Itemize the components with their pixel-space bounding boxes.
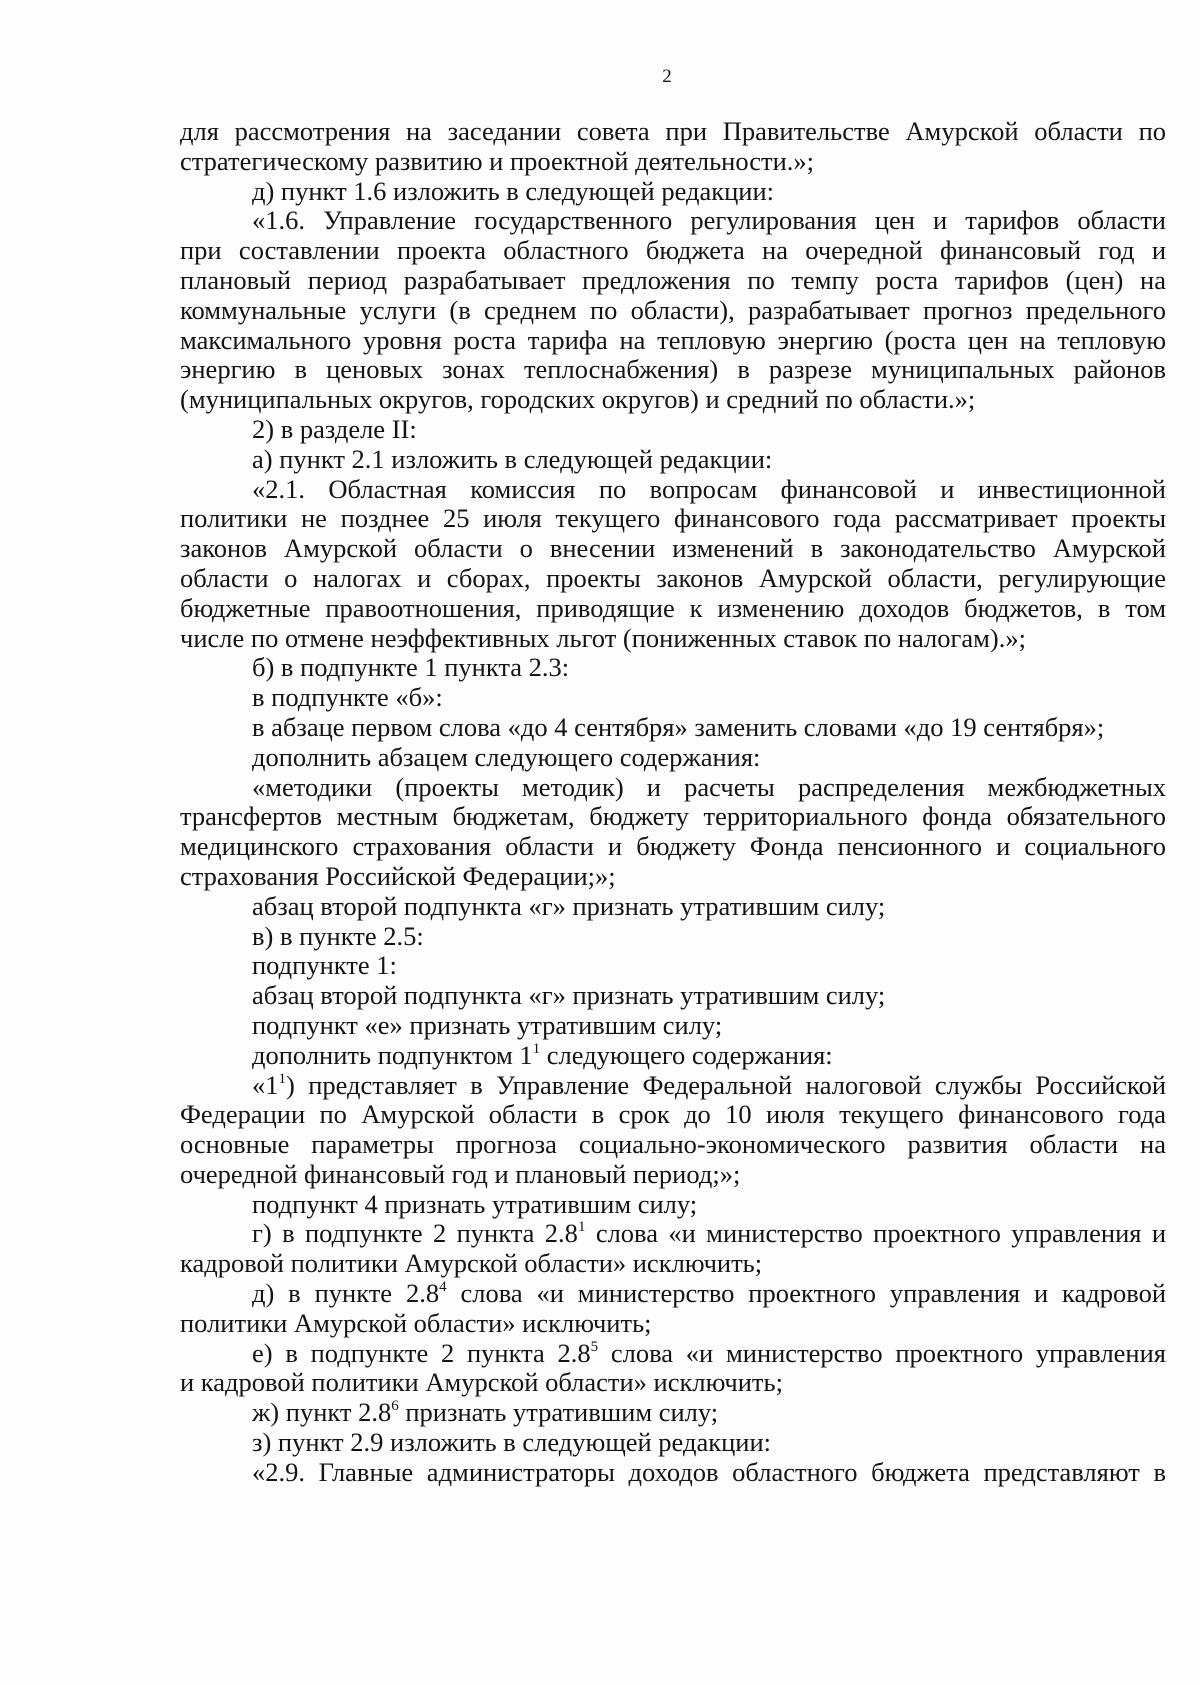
line-text: очередной финансовый год и плановый период;»; xyxy=(180,1158,741,1189)
line-text: максимального уровня роста тарифа на тепловую энергию (роста цен на тепловую xyxy=(180,325,1166,355)
text-line xyxy=(180,1339,1166,1369)
line-text: г) в подпункте 2 пункта 2.8 xyxy=(252,1219,578,1249)
text-line xyxy=(180,415,1166,445)
text-line xyxy=(180,147,1166,177)
text-line xyxy=(180,624,1166,654)
line-text-continued: ) представляет в Управление Федеральной налоговой службы Российской xyxy=(286,1070,1166,1100)
line-text: числе по отмене неэффективных льгот (пониженных ставок по налогам).»; xyxy=(180,622,1026,653)
superscript: 1 xyxy=(577,1219,586,1236)
text-line xyxy=(180,385,1166,415)
line-text: дополнить подпунктом 1 xyxy=(252,1039,533,1070)
page-number: 2 xyxy=(662,66,672,87)
text-line xyxy=(180,1071,1166,1101)
line-text: «2.9. Главные администраторы доходов областного бюджета представляют в xyxy=(252,1457,1166,1487)
line-text: дополнить абзацем следующего содержания: xyxy=(252,741,761,772)
line-text: 2) в разделе II: xyxy=(252,413,417,444)
line-text: е) в подпункте 2 пункта 2.8 xyxy=(252,1338,591,1368)
line-text: д) пункт 1.6 изложить в следующей редакции: xyxy=(252,175,775,206)
text-line xyxy=(180,1130,1166,1160)
text-line xyxy=(180,832,1166,862)
text-line xyxy=(180,177,1166,207)
text-line xyxy=(180,564,1166,594)
text-line xyxy=(180,117,1166,147)
line-text: в подпункте «б»: xyxy=(252,682,443,713)
line-text: трансфертов местным бюджетам, бюджету территориального фонда обязательного xyxy=(180,802,1166,832)
superscript: 4 xyxy=(439,1279,447,1296)
text-line xyxy=(180,1011,1166,1041)
text-line xyxy=(180,206,1166,236)
line-text: подпункт «е» признать утратившим силу; xyxy=(252,1009,723,1040)
superscript: 1 xyxy=(278,1070,286,1087)
document-body xyxy=(180,117,1166,1488)
line-text: «2.1. Областная комиссия по вопросам финансовой и инвестиционной xyxy=(252,474,1166,504)
line-text: Федерации по Амурской области в срок до 10 июля текущего финансового года xyxy=(180,1100,1166,1130)
text-line xyxy=(180,1309,1166,1339)
line-text: области о налогах и сборах, проекты законов Амурской области, регулирующие xyxy=(180,563,1166,593)
line-text-continued: следующего содержания: xyxy=(540,1039,833,1070)
line-text: в) в пункте 2.5: xyxy=(252,920,424,951)
line-text: абзац второй подпункта «г» признать утратившим силу; xyxy=(252,980,886,1011)
line-text: энергию в ценовых зонах теплоснабжения) в разрезе муниципальных районов xyxy=(180,355,1166,385)
line-text: коммунальные услуги (в среднем по области), разрабатывает прогноз предельного xyxy=(180,295,1166,325)
text-line xyxy=(180,892,1166,922)
text-line xyxy=(180,266,1166,296)
line-text: кадровой политики Амурской области» исключить; xyxy=(180,1248,763,1279)
text-line xyxy=(180,1249,1166,1279)
line-text: и кадровой политики Амурской области» исключить; xyxy=(180,1367,783,1398)
line-text: бюджетные правоотношения, приводящие к изменению доходов бюджетов, в том xyxy=(180,593,1166,623)
text-line xyxy=(180,1100,1166,1130)
text-line xyxy=(180,504,1166,534)
text-line xyxy=(180,653,1166,683)
text-line xyxy=(180,445,1166,475)
line-text: подпункт 4 признать утратившим силу; xyxy=(252,1188,698,1219)
line-text: медицинского страхования области и бюджету Фонда пенсионного и социального xyxy=(180,832,1166,862)
line-text: в абзаце первом слова «до 4 сентября» заменить словами «до 19 сентября»; xyxy=(252,711,1105,742)
line-text: а) пункт 2.1 изложить в следующей редакции: xyxy=(252,443,773,474)
line-text: законов Амурской области о внесении изменений в законодательство Амурской xyxy=(180,534,1166,564)
line-text-continued: слова «и министерство проектного управления xyxy=(598,1338,1166,1368)
text-line xyxy=(180,326,1166,356)
line-text: для рассмотрения на заседании совета при Правительстве Амурской области по xyxy=(180,117,1166,146)
text-line xyxy=(180,236,1166,266)
line-text: стратегическому развитию и проектной деятельности.»; xyxy=(180,145,815,176)
text-line xyxy=(180,534,1166,564)
line-text-continued: слова «и министерство проектного управления и xyxy=(585,1219,1166,1249)
line-text: б) в подпункте 1 пункта 2.3: xyxy=(252,652,570,683)
line-text: абзац второй подпункта «г» признать утратившим силу; xyxy=(252,890,886,921)
text-line xyxy=(180,475,1166,505)
superscript: 1 xyxy=(532,1040,541,1057)
line-text: страхования Российской Федерации;»; xyxy=(180,860,616,891)
text-line xyxy=(180,922,1166,952)
line-text: «1 xyxy=(252,1070,279,1100)
text-line xyxy=(180,1160,1166,1190)
text-line xyxy=(180,951,1166,981)
line-text: политики не позднее 25 июля текущего финансового года рассматривает проекты xyxy=(180,504,1166,534)
text-line xyxy=(180,1368,1166,1398)
line-text: (муниципальных округов, городских округов) и средний по области.»; xyxy=(180,384,976,415)
line-text: д) в пункте 2.8 xyxy=(252,1279,440,1309)
line-text: при составлении проекта областного бюджета на очередной финансовый год и xyxy=(180,236,1166,266)
line-text: з) пункт 2.9 изложить в следующей редакции: xyxy=(252,1427,771,1458)
line-text: подпункте 1: xyxy=(252,950,397,981)
text-line xyxy=(180,594,1166,624)
line-text-continued: слова «и министерство проектного управления и кадровой xyxy=(446,1279,1166,1309)
line-text: «1.6. Управление государственного регулирования цен и тарифов области xyxy=(252,206,1166,236)
line-text: «методики (проекты методик) и расчеты распределения межбюджетных xyxy=(252,772,1166,802)
text-line xyxy=(180,773,1166,803)
line-text: политики Амурской области» исключить; xyxy=(180,1307,652,1338)
text-line xyxy=(180,862,1166,892)
text-line xyxy=(180,713,1166,743)
text-line xyxy=(180,1041,1166,1071)
text-line xyxy=(180,1428,1166,1458)
text-line xyxy=(180,355,1166,385)
text-line xyxy=(180,802,1166,832)
text-line xyxy=(180,1190,1166,1220)
line-text: плановый период разрабатывает предложения по темпу роста тарифов (цен) на xyxy=(180,265,1166,295)
line-text: ж) пункт 2.8 xyxy=(252,1397,392,1428)
line-text-continued: признать утратившим силу; xyxy=(398,1397,719,1428)
text-line xyxy=(180,1279,1166,1309)
text-line xyxy=(180,1219,1166,1249)
text-line xyxy=(180,1398,1166,1428)
line-text: основные параметры прогноза социально-экономического развития области на xyxy=(180,1130,1166,1160)
text-line xyxy=(180,981,1166,1011)
superscript: 6 xyxy=(391,1398,399,1415)
text-line xyxy=(180,296,1166,326)
text-line xyxy=(180,683,1166,713)
superscript: 5 xyxy=(590,1338,599,1355)
text-line xyxy=(180,1458,1166,1488)
text-line xyxy=(180,743,1166,773)
